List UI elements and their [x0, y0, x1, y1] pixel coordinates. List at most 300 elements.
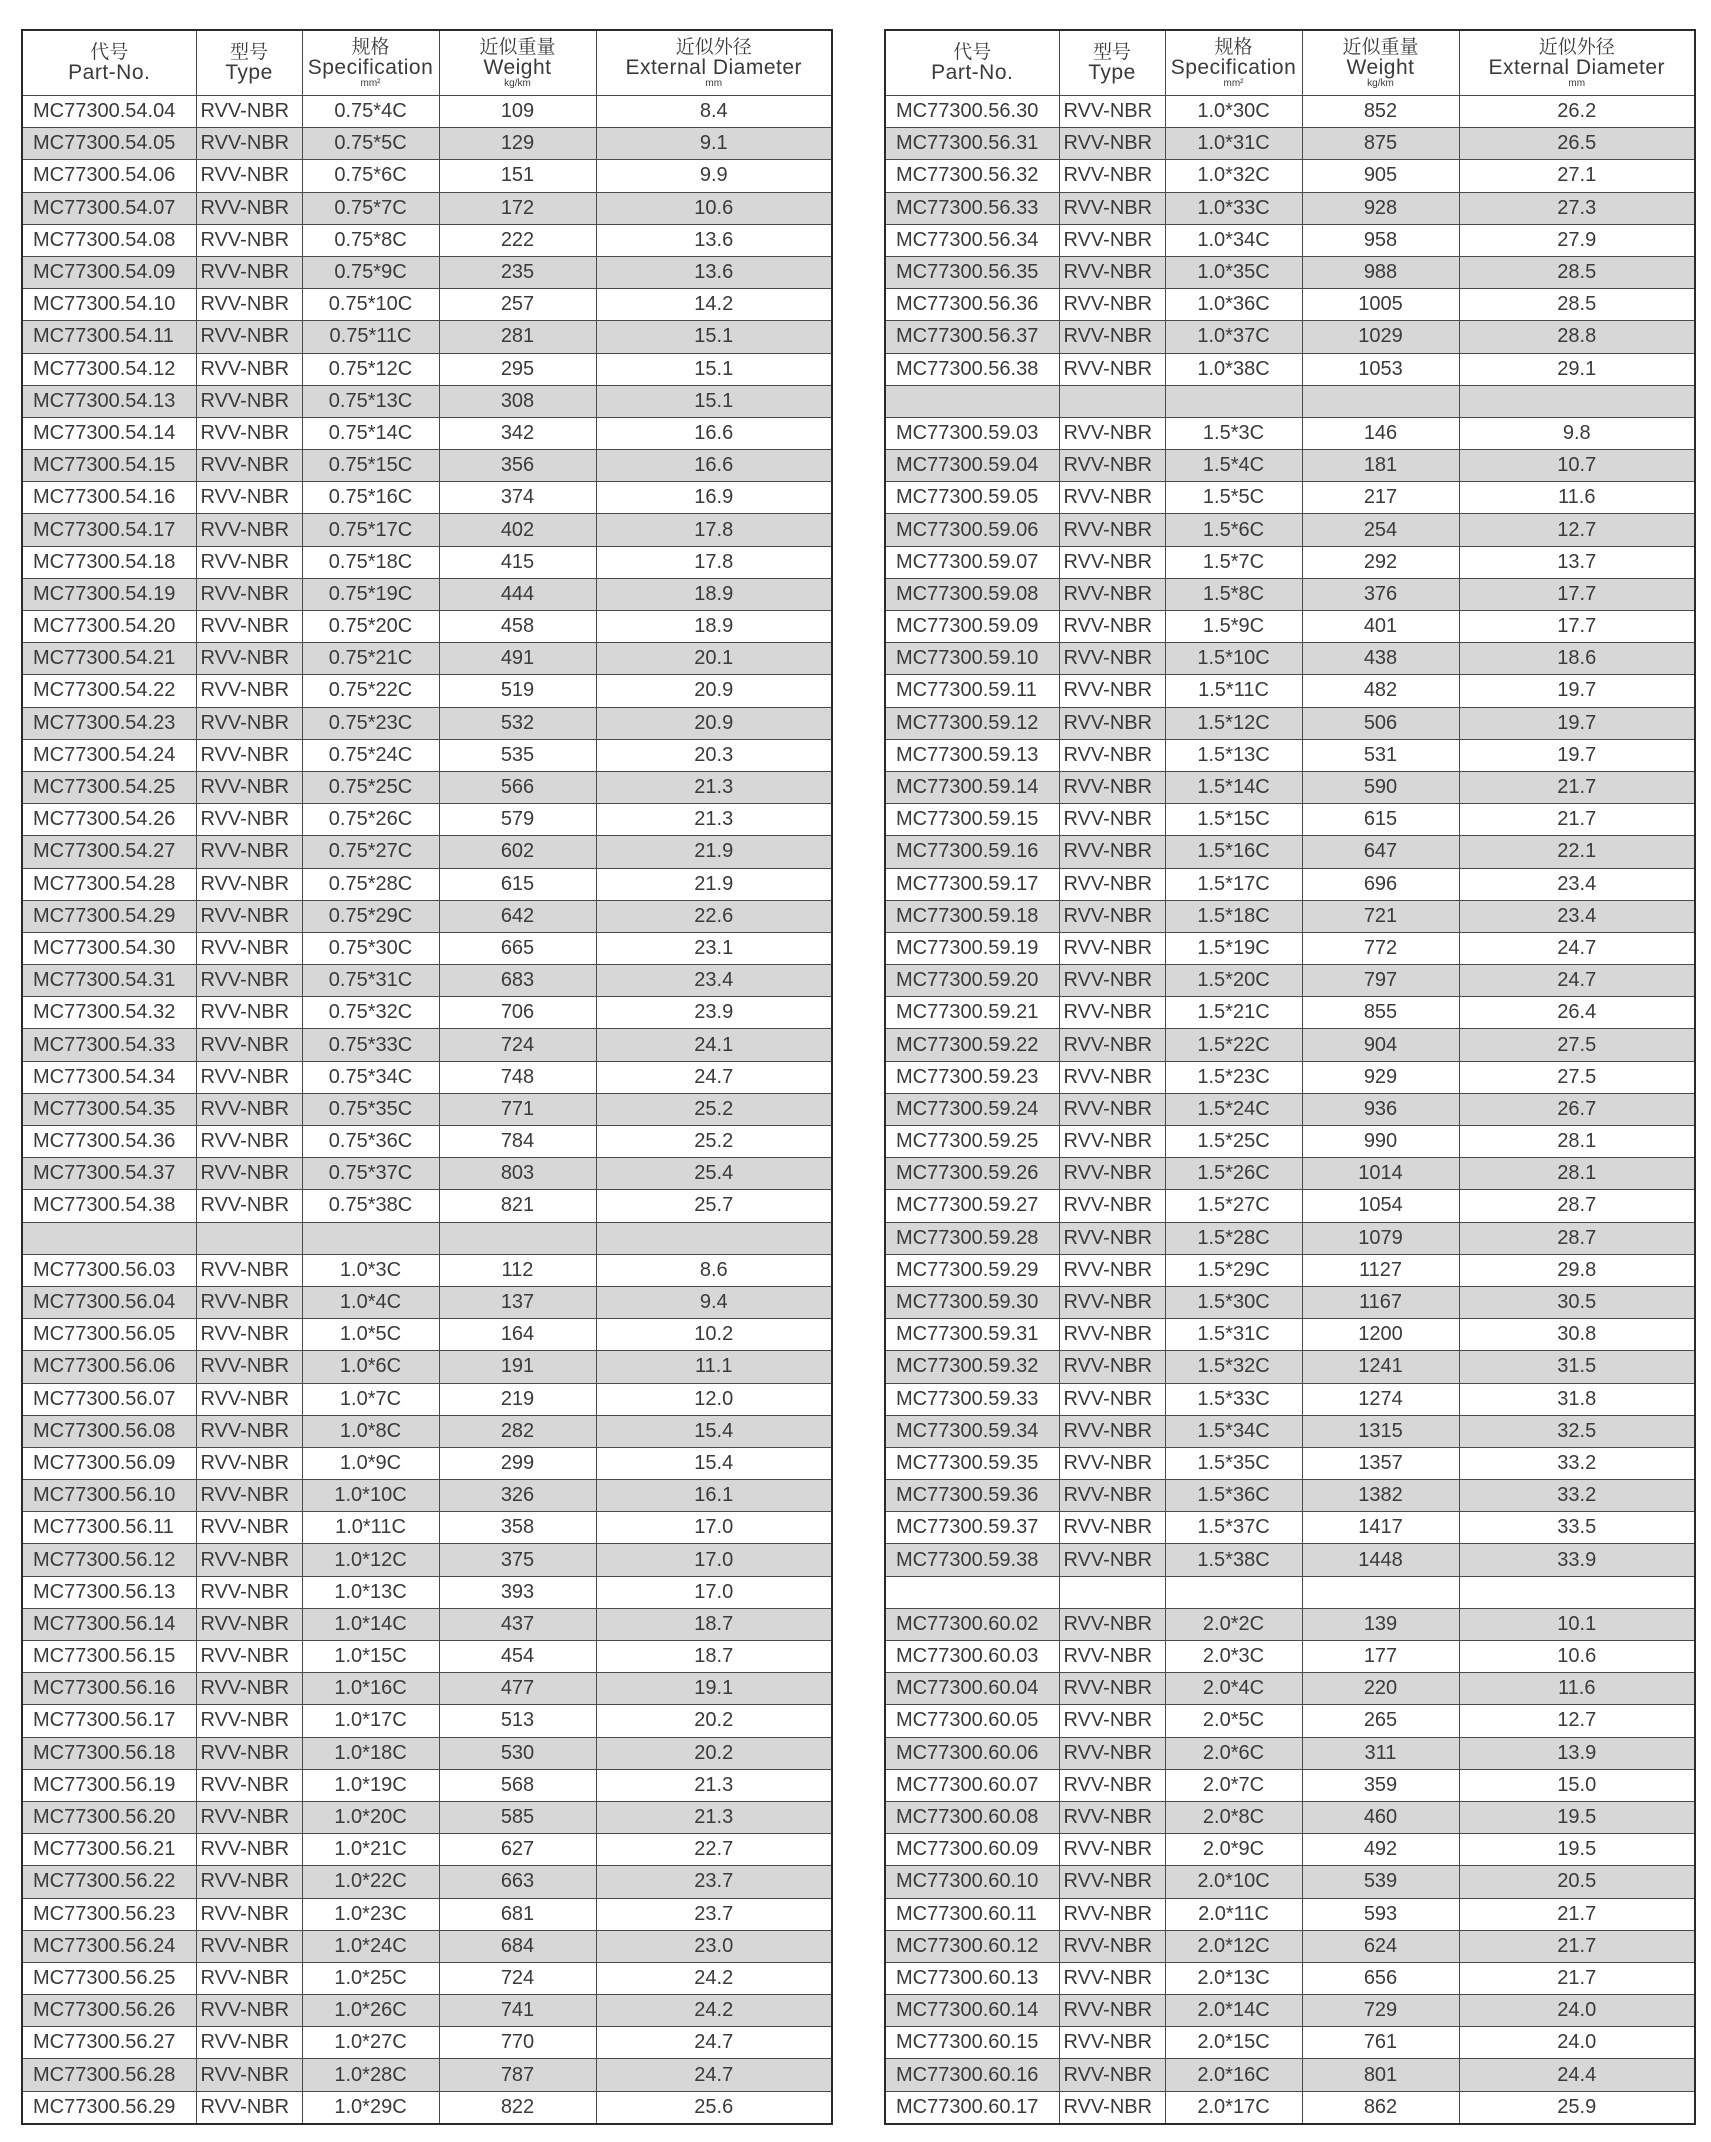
weight-cell: 615 [439, 868, 596, 900]
weight-cell: 415 [439, 546, 596, 578]
table-row [22, 450, 832, 482]
part-no-cell: MC77300.56.10 [22, 1480, 196, 1512]
external-diameter-cell: 16.1 [596, 1480, 832, 1512]
part-no-cell: MC77300.59.28 [885, 1222, 1059, 1254]
type-cell: RVV-NBR [196, 771, 302, 803]
type-cell: RVV-NBR [1059, 836, 1165, 868]
part-no-cell: MC77300.59.26 [885, 1158, 1059, 1190]
part-no-cell: MC77300.60.14 [885, 1995, 1059, 2027]
external-diameter-cell: 15.1 [596, 353, 832, 385]
weight-cell: 1382 [1302, 1480, 1459, 1512]
table-row [885, 1737, 1695, 1769]
table-row [885, 1962, 1695, 1994]
specification-cell: 2.0*5C [1165, 1705, 1302, 1737]
table-row [22, 1737, 832, 1769]
part-no-cell: MC77300.59.34 [885, 1415, 1059, 1447]
specification-cell: 0.75*33C [302, 1029, 439, 1061]
specification-cell: 1.5*7C [1165, 546, 1302, 578]
weight-cell: 681 [439, 1898, 596, 1930]
weight-cell: 401 [1302, 611, 1459, 643]
type-cell: RVV-NBR [196, 417, 302, 449]
type-cell: RVV-NBR [1059, 675, 1165, 707]
part-no-cell: MC77300.59.30 [885, 1286, 1059, 1318]
weight-cell: 627 [439, 1834, 596, 1866]
specification-cell: 1.0*28C [302, 2059, 439, 2091]
table-row [885, 1190, 1695, 1222]
specification-cell: 1.5*6C [1165, 514, 1302, 546]
weight-cell: 282 [439, 1415, 596, 1447]
external-diameter-cell: 23.7 [596, 1866, 832, 1898]
external-diameter-cell: 21.3 [596, 1801, 832, 1833]
type-cell: RVV-NBR [196, 707, 302, 739]
weight-cell: 958 [1302, 224, 1459, 256]
table-row [22, 160, 832, 192]
weight-cell: 770 [439, 2027, 596, 2059]
specification-cell: 0.75*36C [302, 1126, 439, 1158]
part-no-cell: MC77300.56.07 [22, 1383, 196, 1415]
table-row [885, 578, 1695, 610]
specification-cell: 0.75*9C [302, 256, 439, 288]
specification-cell: 1.5*19C [1165, 932, 1302, 964]
weight-cell: 539 [1302, 1866, 1459, 1898]
table-row [885, 514, 1695, 546]
type-cell: RVV-NBR [196, 1061, 302, 1093]
cable-spec-table-left [21, 29, 833, 2125]
table-row [885, 1801, 1695, 1833]
part-no-cell: MC77300.56.05 [22, 1319, 196, 1351]
type-cell: RVV-NBR [1059, 1254, 1165, 1286]
weight-cell: 308 [439, 385, 596, 417]
external-diameter-cell: 22.1 [1459, 836, 1695, 868]
external-diameter-cell: 25.6 [596, 2091, 832, 2124]
type-cell: RVV-NBR [196, 1415, 302, 1447]
external-diameter-cell [596, 1222, 832, 1254]
weight-cell: 724 [439, 1962, 596, 1994]
table-row [22, 192, 832, 224]
type-cell: RVV-NBR [1059, 1673, 1165, 1705]
specification-cell: 1.5*38C [1165, 1544, 1302, 1576]
weight-cell: 706 [439, 997, 596, 1029]
weight-cell: 265 [1302, 1705, 1459, 1737]
table-row [885, 1673, 1695, 1705]
table-row [22, 1447, 832, 1479]
external-diameter-cell: 15.1 [596, 321, 832, 353]
type-cell: RVV-NBR [1059, 932, 1165, 964]
external-diameter-cell: 19.7 [1459, 675, 1695, 707]
specification-cell: 1.5*26C [1165, 1158, 1302, 1190]
specification-cell: 2.0*4C [1165, 1673, 1302, 1705]
specification-cell: 2.0*10C [1165, 1866, 1302, 1898]
specification-cell: 2.0*13C [1165, 1962, 1302, 1994]
type-cell: RVV-NBR [1059, 1158, 1165, 1190]
external-diameter-cell: 18.7 [596, 1608, 832, 1640]
type-cell: RVV-NBR [196, 997, 302, 1029]
specification-cell: 2.0*3C [1165, 1641, 1302, 1673]
weight-cell: 235 [439, 256, 596, 288]
table-row [22, 385, 832, 417]
external-diameter-cell: 21.3 [596, 771, 832, 803]
specification-cell: 0.75*12C [302, 353, 439, 385]
type-cell: RVV-NBR [196, 160, 302, 192]
type-cell: RVV-NBR [1059, 1512, 1165, 1544]
part-no-cell: MC77300.56.15 [22, 1641, 196, 1673]
part-no-cell: MC77300.54.38 [22, 1190, 196, 1222]
table-row [22, 1576, 832, 1608]
part-no-cell: MC77300.56.30 [885, 96, 1059, 128]
table-row [22, 1898, 832, 1930]
table-row [22, 932, 832, 964]
table-row [22, 1061, 832, 1093]
weight-cell: 181 [1302, 450, 1459, 482]
weight-cell: 281 [439, 321, 596, 353]
weight-cell: 177 [1302, 1641, 1459, 1673]
weight-cell: 1054 [1302, 1190, 1459, 1222]
external-diameter-cell: 18.6 [1459, 643, 1695, 675]
table-row [885, 128, 1695, 160]
specification-cell: 1.0*7C [302, 1383, 439, 1415]
type-cell: RVV-NBR [196, 1447, 302, 1479]
specification-cell: 1.0*20C [302, 1801, 439, 1833]
table-row [22, 1930, 832, 1962]
type-cell: RVV-NBR [1059, 1866, 1165, 1898]
type-cell: RVV-NBR [1059, 514, 1165, 546]
external-diameter-cell: 33.9 [1459, 1544, 1695, 1576]
specification-cell [302, 1222, 439, 1254]
external-diameter-cell: 23.0 [596, 1930, 832, 1962]
weight-cell: 579 [439, 804, 596, 836]
part-no-cell: MC77300.54.10 [22, 289, 196, 321]
table-row [22, 675, 832, 707]
type-cell: RVV-NBR [1059, 1029, 1165, 1061]
table-row [885, 1126, 1695, 1158]
weight-cell: 624 [1302, 1930, 1459, 1962]
weight-cell: 257 [439, 289, 596, 321]
type-cell: RVV-NBR [196, 1769, 302, 1801]
specification-cell: 1.0*33C [1165, 192, 1302, 224]
table-row [885, 321, 1695, 353]
external-diameter-cell: 29.8 [1459, 1254, 1695, 1286]
part-no-cell: MC77300.59.24 [885, 1093, 1059, 1125]
specification-cell: 1.0*35C [1165, 256, 1302, 288]
specification-cell: 1.0*18C [302, 1737, 439, 1769]
external-diameter-cell: 22.7 [596, 1834, 832, 1866]
type-cell: RVV-NBR [1059, 1834, 1165, 1866]
type-cell: RVV-NBR [1059, 417, 1165, 449]
weight-cell: 437 [439, 1608, 596, 1640]
weight-cell: 1005 [1302, 289, 1459, 321]
weight-cell: 519 [439, 675, 596, 707]
external-diameter-cell: 19.5 [1459, 1801, 1695, 1833]
header-weight: 近似重量 Weight kg/km [1302, 30, 1459, 96]
external-diameter-cell: 24.0 [1459, 2027, 1695, 2059]
weight-cell: 146 [1302, 417, 1459, 449]
weight-cell: 454 [439, 1641, 596, 1673]
table-row [22, 1866, 832, 1898]
external-diameter-cell: 18.9 [596, 611, 832, 643]
table-row [885, 1447, 1695, 1479]
type-cell: RVV-NBR [1059, 1126, 1165, 1158]
external-diameter-cell: 12.7 [1459, 1705, 1695, 1737]
specification-cell: 0.75*25C [302, 771, 439, 803]
table-row [22, 1415, 832, 1447]
table-row [22, 643, 832, 675]
type-cell: RVV-NBR [196, 514, 302, 546]
table-row [22, 611, 832, 643]
part-no-cell: MC77300.54.22 [22, 675, 196, 707]
weight-cell: 220 [1302, 1673, 1459, 1705]
weight-cell: 513 [439, 1705, 596, 1737]
external-diameter-cell: 15.4 [596, 1447, 832, 1479]
external-diameter-cell: 10.7 [1459, 450, 1695, 482]
type-cell: RVV-NBR [1059, 804, 1165, 836]
weight-cell [1302, 385, 1459, 417]
type-cell: RVV-NBR [196, 836, 302, 868]
part-no-cell: MC77300.56.03 [22, 1254, 196, 1286]
table-row [22, 836, 832, 868]
weight-cell: 326 [439, 1480, 596, 1512]
table-row [22, 1222, 832, 1254]
external-diameter-cell: 27.3 [1459, 192, 1695, 224]
part-no-cell: MC77300.59.36 [885, 1480, 1059, 1512]
external-diameter-cell: 17.7 [1459, 578, 1695, 610]
type-cell: RVV-NBR [1059, 1093, 1165, 1125]
type-cell: RVV-NBR [1059, 482, 1165, 514]
type-cell: RVV-NBR [196, 1512, 302, 1544]
table-row [885, 1866, 1695, 1898]
weight-cell: 797 [1302, 965, 1459, 997]
specification-cell: 0.75*17C [302, 514, 439, 546]
part-no-cell: MC77300.59.12 [885, 707, 1059, 739]
type-cell: RVV-NBR [1059, 1898, 1165, 1930]
specification-cell: 1.5*22C [1165, 1029, 1302, 1061]
part-no-cell: MC77300.56.35 [885, 256, 1059, 288]
table-row [885, 1480, 1695, 1512]
table-row [885, 1576, 1695, 1608]
part-no-cell: MC77300.59.27 [885, 1190, 1059, 1222]
external-diameter-cell: 21.9 [596, 836, 832, 868]
external-diameter-cell: 16.9 [596, 482, 832, 514]
table-row [885, 611, 1695, 643]
specification-cell: 1.5*31C [1165, 1319, 1302, 1351]
specification-cell: 1.0*15C [302, 1641, 439, 1673]
type-cell: RVV-NBR [1059, 611, 1165, 643]
external-diameter-cell: 20.5 [1459, 1866, 1695, 1898]
type-cell: RVV-NBR [196, 1158, 302, 1190]
type-cell: RVV-NBR [196, 1962, 302, 1994]
part-no-cell: MC77300.54.27 [22, 836, 196, 868]
weight-cell: 905 [1302, 160, 1459, 192]
external-diameter-cell: 25.9 [1459, 2091, 1695, 2124]
weight-cell: 852 [1302, 96, 1459, 128]
part-no-cell: MC77300.59.05 [885, 482, 1059, 514]
type-cell: RVV-NBR [196, 868, 302, 900]
part-no-cell: MC77300.56.04 [22, 1286, 196, 1318]
weight-cell: 292 [1302, 546, 1459, 578]
part-no-cell: MC77300.59.31 [885, 1319, 1059, 1351]
part-no-cell: MC77300.59.07 [885, 546, 1059, 578]
part-no-cell: MC77300.54.13 [22, 385, 196, 417]
type-cell: RVV-NBR [196, 1319, 302, 1351]
type-cell: RVV-NBR [1059, 353, 1165, 385]
type-cell: RVV-NBR [196, 1351, 302, 1383]
type-cell: RVV-NBR [196, 1254, 302, 1286]
table-row [885, 836, 1695, 868]
table-row [885, 289, 1695, 321]
part-no-cell: MC77300.60.09 [885, 1834, 1059, 1866]
specification-cell: 2.0*7C [1165, 1769, 1302, 1801]
weight-cell: 904 [1302, 1029, 1459, 1061]
external-diameter-cell: 25.2 [596, 1093, 832, 1125]
weight-cell: 936 [1302, 1093, 1459, 1125]
specification-cell: 2.0*11C [1165, 1898, 1302, 1930]
specification-cell: 1.5*3C [1165, 417, 1302, 449]
specification-cell: 2.0*6C [1165, 1737, 1302, 1769]
weight-cell: 458 [439, 611, 596, 643]
type-cell: RVV-NBR [196, 192, 302, 224]
type-cell: RVV-NBR [1059, 1061, 1165, 1093]
type-cell: RVV-NBR [196, 2059, 302, 2091]
external-diameter-cell: 20.3 [596, 739, 832, 771]
type-cell: RVV-NBR [196, 900, 302, 932]
type-cell: RVV-NBR [1059, 128, 1165, 160]
table-row [22, 771, 832, 803]
part-no-cell: MC77300.54.33 [22, 1029, 196, 1061]
type-cell: RVV-NBR [196, 1705, 302, 1737]
part-no-cell: MC77300.54.15 [22, 450, 196, 482]
specification-cell: 0.75*18C [302, 546, 439, 578]
weight-cell: 299 [439, 1447, 596, 1479]
type-cell: RVV-NBR [1059, 160, 1165, 192]
table-row [22, 1608, 832, 1640]
weight-cell: 1357 [1302, 1447, 1459, 1479]
weight-cell: 647 [1302, 836, 1459, 868]
specification-cell: 0.75*37C [302, 1158, 439, 1190]
specification-cell: 1.5*18C [1165, 900, 1302, 932]
table-row [885, 1222, 1695, 1254]
part-no-cell: MC77300.56.34 [885, 224, 1059, 256]
part-no-cell: MC77300.56.27 [22, 2027, 196, 2059]
type-cell: RVV-NBR [1059, 1962, 1165, 1994]
part-no-cell: MC77300.54.08 [22, 224, 196, 256]
specification-cell: 0.75*28C [302, 868, 439, 900]
external-diameter-cell: 17.0 [596, 1512, 832, 1544]
weight-cell: 374 [439, 482, 596, 514]
type-cell: RVV-NBR [1059, 321, 1165, 353]
type-cell: RVV-NBR [1059, 1383, 1165, 1415]
table-row [22, 482, 832, 514]
table-row [885, 2027, 1695, 2059]
part-no-cell: MC77300.59.17 [885, 868, 1059, 900]
external-diameter-cell: 28.1 [1459, 1158, 1695, 1190]
specification-cell: 0.75*13C [302, 385, 439, 417]
type-cell: RVV-NBR [196, 450, 302, 482]
table-row [22, 868, 832, 900]
weight-cell: 822 [439, 2091, 596, 2124]
specification-cell: 1.0*29C [302, 2091, 439, 2124]
weight-cell: 164 [439, 1319, 596, 1351]
weight-cell: 684 [439, 1930, 596, 1962]
external-diameter-cell: 21.3 [596, 804, 832, 836]
external-diameter-cell [1459, 385, 1695, 417]
part-no-cell: MC77300.59.10 [885, 643, 1059, 675]
type-cell: RVV-NBR [1059, 1705, 1165, 1737]
specification-cell: 0.75*35C [302, 1093, 439, 1125]
table-row [22, 1801, 832, 1833]
table-row [885, 2059, 1695, 2091]
table-row [885, 160, 1695, 192]
weight-cell: 460 [1302, 1801, 1459, 1833]
table-body [885, 96, 1695, 2124]
specification-cell: 1.5*29C [1165, 1254, 1302, 1286]
table-row [22, 546, 832, 578]
type-cell: RVV-NBR [196, 546, 302, 578]
weight-cell: 772 [1302, 932, 1459, 964]
weight-cell: 665 [439, 932, 596, 964]
part-no-cell: MC77300.59.08 [885, 578, 1059, 610]
external-diameter-cell: 33.2 [1459, 1480, 1695, 1512]
weight-cell: 1241 [1302, 1351, 1459, 1383]
table-row [22, 804, 832, 836]
type-cell: RVV-NBR [196, 353, 302, 385]
external-diameter-cell: 26.2 [1459, 96, 1695, 128]
external-diameter-cell: 23.1 [596, 932, 832, 964]
part-no-cell: MC77300.59.33 [885, 1383, 1059, 1415]
external-diameter-cell: 20.9 [596, 707, 832, 739]
part-no-cell: MC77300.54.19 [22, 578, 196, 610]
type-cell: RVV-NBR [1059, 546, 1165, 578]
external-diameter-cell: 24.7 [596, 2059, 832, 2091]
type-cell: RVV-NBR [196, 1608, 302, 1640]
specification-cell: 2.0*16C [1165, 2059, 1302, 2091]
part-no-cell: MC77300.56.23 [22, 1898, 196, 1930]
type-cell: RVV-NBR [196, 965, 302, 997]
external-diameter-cell: 18.9 [596, 578, 832, 610]
specification-cell: 1.0*4C [302, 1286, 439, 1318]
specification-cell: 1.5*13C [1165, 739, 1302, 771]
table-row [885, 1641, 1695, 1673]
part-no-cell: MC77300.54.18 [22, 546, 196, 578]
weight-cell: 602 [439, 836, 596, 868]
part-no-cell: MC77300.54.09 [22, 256, 196, 288]
table-row [885, 1061, 1695, 1093]
type-cell [196, 1222, 302, 1254]
weight-cell: 724 [439, 1029, 596, 1061]
part-no-cell: MC77300.59.25 [885, 1126, 1059, 1158]
weight-cell: 787 [439, 2059, 596, 2091]
type-cell: RVV-NBR [1059, 739, 1165, 771]
external-diameter-cell: 14.2 [596, 289, 832, 321]
specification-cell: 1.5*36C [1165, 1480, 1302, 1512]
table-row [22, 289, 832, 321]
part-no-cell: MC77300.56.16 [22, 1673, 196, 1705]
table-row [22, 1190, 832, 1222]
type-cell: RVV-NBR [1059, 1190, 1165, 1222]
type-cell: RVV-NBR [1059, 1544, 1165, 1576]
specification-cell: 1.5*9C [1165, 611, 1302, 643]
part-no-cell [885, 385, 1059, 417]
external-diameter-cell: 29.1 [1459, 353, 1695, 385]
part-no-cell: MC77300.60.04 [885, 1673, 1059, 1705]
specification-cell: 1.0*10C [302, 1480, 439, 1512]
specification-cell: 0.75*27C [302, 836, 439, 868]
part-no-cell: MC77300.59.19 [885, 932, 1059, 964]
specification-cell: 0.75*31C [302, 965, 439, 997]
weight-cell: 217 [1302, 482, 1459, 514]
specification-cell: 1.5*11C [1165, 675, 1302, 707]
table-row [22, 739, 832, 771]
part-no-cell: MC77300.59.38 [885, 1544, 1059, 1576]
weight-cell: 359 [1302, 1769, 1459, 1801]
